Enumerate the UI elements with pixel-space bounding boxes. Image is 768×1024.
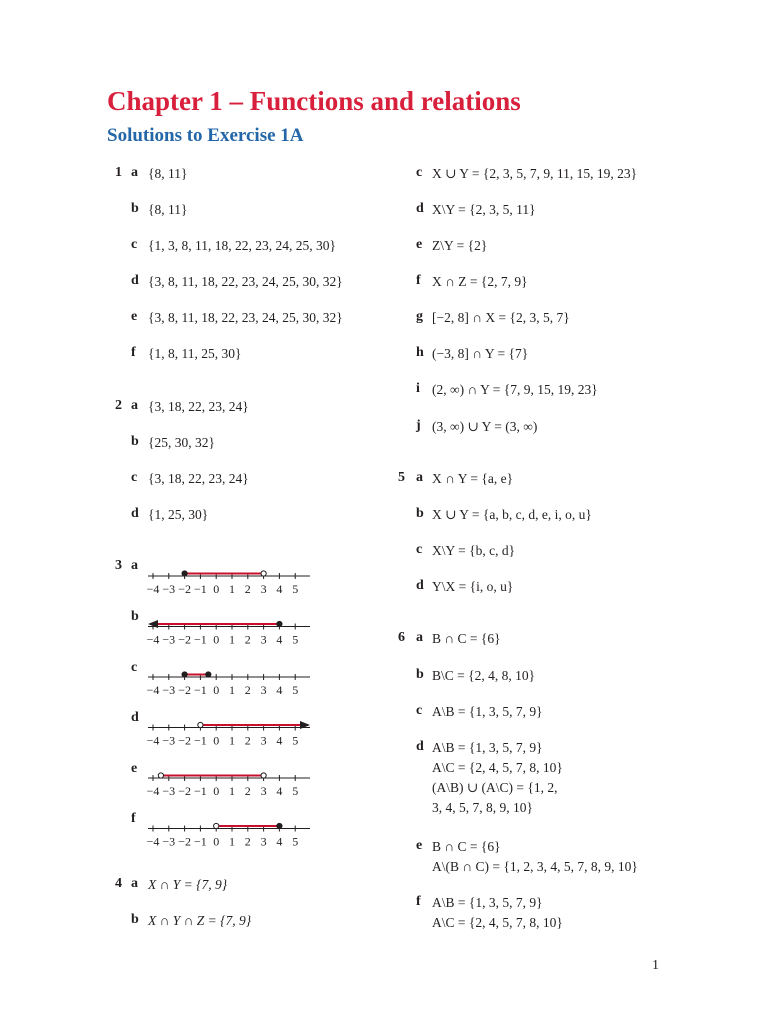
tick-label: −2	[178, 784, 191, 798]
tick-label: 0	[213, 582, 220, 596]
tick-label: 0	[213, 683, 220, 697]
tick-label: 5	[292, 582, 299, 596]
part-label: b	[131, 912, 139, 927]
tick-label: 1	[229, 784, 235, 798]
answer-text: {1, 3, 8, 11, 18, 22, 23, 24, 25, 30}	[148, 238, 336, 253]
tick-label: 5	[292, 834, 299, 849]
answer-text: B\C = {2, 4, 8, 10}	[432, 668, 536, 683]
answer-text: {3, 18, 22, 23, 24}	[148, 399, 249, 414]
answer-text: A\B = {1, 3, 5, 7, 9}	[432, 895, 543, 910]
tick-label: 0	[213, 733, 220, 748]
answer-text: 3, 4, 5, 7, 8, 9, 10}	[432, 800, 533, 815]
part-label: f	[416, 273, 421, 288]
answer-text: [−2, 8] ∩ X = {2, 3, 5, 7}	[432, 310, 570, 325]
part-label: a	[131, 165, 138, 180]
answer-text: {3, 8, 11, 18, 22, 23, 24, 25, 30, 32}	[148, 274, 343, 289]
number-lines	[140, 550, 340, 850]
tick-label: 5	[292, 733, 299, 748]
tick-label: 4	[276, 582, 283, 596]
tick-label: −3	[162, 733, 176, 748]
part-label: a	[416, 470, 423, 485]
part-label: d	[131, 273, 139, 288]
tick-label: 3	[260, 582, 267, 596]
tick-label: −4	[146, 632, 160, 647]
answer-text: {1, 25, 30}	[148, 507, 209, 522]
answer-text: X ∩ Y ∩ Z = {7, 9}	[148, 913, 252, 928]
tick-label: 5	[292, 683, 299, 697]
part-label: b	[416, 506, 424, 521]
tick-label: 0	[213, 632, 220, 647]
tick-label: −4	[146, 582, 160, 596]
answer-text: X ∩ Y = {a, e}	[432, 471, 514, 486]
part-label: h	[416, 345, 424, 360]
tick-label: −2	[178, 683, 191, 697]
part-label: d	[416, 578, 424, 593]
answer-text: {3, 18, 22, 23, 24}	[148, 471, 249, 486]
tick-label: 4	[276, 683, 283, 697]
tick-label: 1	[229, 683, 235, 697]
tick-label: 3	[260, 784, 267, 798]
part-label: f	[416, 894, 421, 909]
tick-label: 3	[260, 834, 267, 849]
chapter-title: Chapter 1 – Functions and relations	[107, 86, 521, 116]
part-label: c	[131, 470, 138, 485]
tick-label: 2	[244, 683, 251, 697]
answer-text: (−3, 8] ∩ Y = {7}	[432, 346, 529, 361]
answer-text: B ∩ C = {6}	[432, 631, 501, 646]
open-endpoint	[158, 773, 163, 778]
answer-text: (A\B) ∪ (A\C) = {1, 2,	[432, 780, 558, 795]
tick-label: 5	[292, 632, 299, 647]
part-label: b	[131, 609, 139, 624]
tick-label: 1	[229, 582, 235, 596]
part-label: c	[416, 165, 423, 180]
page-number: 1	[652, 958, 659, 973]
part-label: c	[131, 237, 138, 252]
open-endpoint	[261, 571, 266, 576]
open-endpoint	[261, 773, 266, 778]
tick-label: 1	[229, 733, 235, 748]
closed-endpoint	[277, 823, 282, 828]
answer-text: {25, 30, 32}	[148, 435, 215, 450]
part-label: b	[416, 667, 424, 682]
tick-label: 2	[244, 784, 251, 798]
answer-text: A\C = {2, 4, 5, 7, 8, 10}	[432, 760, 563, 775]
answer-text: {8, 11}	[148, 166, 188, 181]
part-label: b	[131, 434, 139, 449]
answer-text: X\Y = {2, 3, 5, 11}	[432, 202, 536, 217]
answer-text: A\B = {1, 3, 5, 7, 9}	[432, 704, 543, 719]
tick-label: 5	[292, 784, 299, 798]
part-label: d	[416, 201, 424, 216]
tick-label: 4	[276, 834, 283, 849]
part-label: e	[416, 237, 423, 252]
closed-endpoint	[182, 672, 187, 677]
answer-text: Y\X = {i, o, u}	[432, 579, 514, 594]
tick-label: −1	[194, 784, 207, 798]
tick-label: 2	[244, 582, 251, 596]
part-label: d	[131, 710, 139, 725]
tick-label: −3	[162, 582, 176, 596]
tick-label: 2	[244, 733, 251, 748]
answer-text: A\C = {2, 4, 5, 7, 8, 10}	[432, 915, 563, 930]
part-label: a	[131, 398, 138, 413]
tick-label: 4	[276, 632, 283, 647]
part-label: e	[131, 309, 138, 324]
exercise-subtitle: Solutions to Exercise 1A	[107, 125, 304, 146]
answer-text: X ∪ Y = {2, 3, 5, 7, 9, 11, 15, 19, 23}	[432, 166, 638, 181]
tick-label: 1	[229, 834, 235, 849]
part-label: a	[131, 558, 138, 573]
answer-text: (3, ∞) ∪ Y = (3, ∞)	[432, 419, 538, 434]
part-label: a	[131, 876, 138, 891]
tick-label: −1	[194, 632, 207, 647]
open-endpoint	[214, 823, 219, 828]
tick-label: 4	[276, 733, 283, 748]
answer-text: {1, 8, 11, 25, 30}	[148, 346, 242, 361]
part-label: b	[131, 201, 139, 216]
part-label: e	[416, 838, 423, 853]
tick-label: −2	[178, 834, 191, 849]
question-number: 6	[398, 630, 405, 645]
answer-text: A\(B ∩ C) = {1, 2, 3, 4, 5, 7, 8, 9, 10}	[432, 859, 638, 874]
answer-text: X ∩ Z = {2, 7, 9}	[432, 274, 528, 289]
tick-label: 2	[244, 834, 251, 849]
open-endpoint	[198, 722, 203, 727]
tick-label: 0	[213, 784, 220, 798]
part-label: g	[416, 309, 423, 324]
closed-endpoint	[182, 571, 187, 576]
tick-label: −2	[178, 632, 191, 647]
tick-label: 3	[260, 683, 267, 697]
question-number: 1	[115, 165, 122, 180]
tick-label: −1	[194, 582, 207, 596]
answer-text: {8, 11}	[148, 202, 188, 217]
answer-text: A\B = {1, 3, 5, 7, 9}	[432, 740, 543, 755]
part-label: c	[416, 703, 423, 718]
tick-label: −1	[194, 683, 207, 697]
closed-endpoint	[277, 621, 282, 626]
part-label: c	[416, 542, 423, 557]
tick-label: −2	[178, 582, 191, 596]
answer-text: X ∩ Y = {7, 9}	[148, 877, 228, 892]
part-label: i	[416, 381, 420, 396]
part-label: d	[131, 506, 139, 521]
tick-label: 4	[276, 784, 283, 798]
question-number: 4	[115, 876, 122, 891]
tick-label: −4	[146, 834, 160, 849]
answer-text: (2, ∞) ∩ Y = {7, 9, 15, 19, 23}	[432, 382, 598, 397]
closed-endpoint	[206, 672, 211, 677]
answer-text: X\Y = {b, c, d}	[432, 543, 516, 558]
tick-label: −3	[162, 784, 176, 798]
part-label: d	[416, 739, 424, 754]
tick-label: 2	[244, 632, 251, 647]
part-label: j	[416, 418, 421, 433]
part-label: c	[131, 660, 138, 675]
tick-label: −1	[194, 834, 207, 849]
part-label: f	[131, 811, 136, 826]
tick-label: 1	[229, 632, 235, 647]
question-number: 5	[398, 470, 405, 485]
tick-label: 3	[260, 733, 267, 748]
tick-label: −4	[146, 683, 160, 697]
answer-text: X ∪ Y = {a, b, c, d, e, i, o, u}	[432, 507, 592, 522]
part-label: a	[416, 630, 423, 645]
question-number: 3	[115, 558, 122, 573]
answer-text: B ∩ C = {6}	[432, 839, 501, 854]
answer-text: Z\Y = {2}	[432, 238, 488, 253]
tick-label: −3	[162, 632, 176, 647]
answer-text: {3, 8, 11, 18, 22, 23, 24, 25, 30, 32}	[148, 310, 343, 325]
tick-label: −3	[162, 683, 176, 697]
tick-label: −4	[146, 784, 160, 798]
tick-label: −1	[194, 733, 207, 748]
tick-label: −2	[178, 733, 191, 748]
tick-label: −4	[146, 733, 160, 748]
tick-label: 3	[260, 632, 267, 647]
tick-label: 0	[213, 834, 220, 849]
tick-label: −3	[162, 834, 176, 849]
part-label: e	[131, 761, 138, 776]
question-number: 2	[115, 398, 122, 413]
part-label: f	[131, 345, 136, 360]
